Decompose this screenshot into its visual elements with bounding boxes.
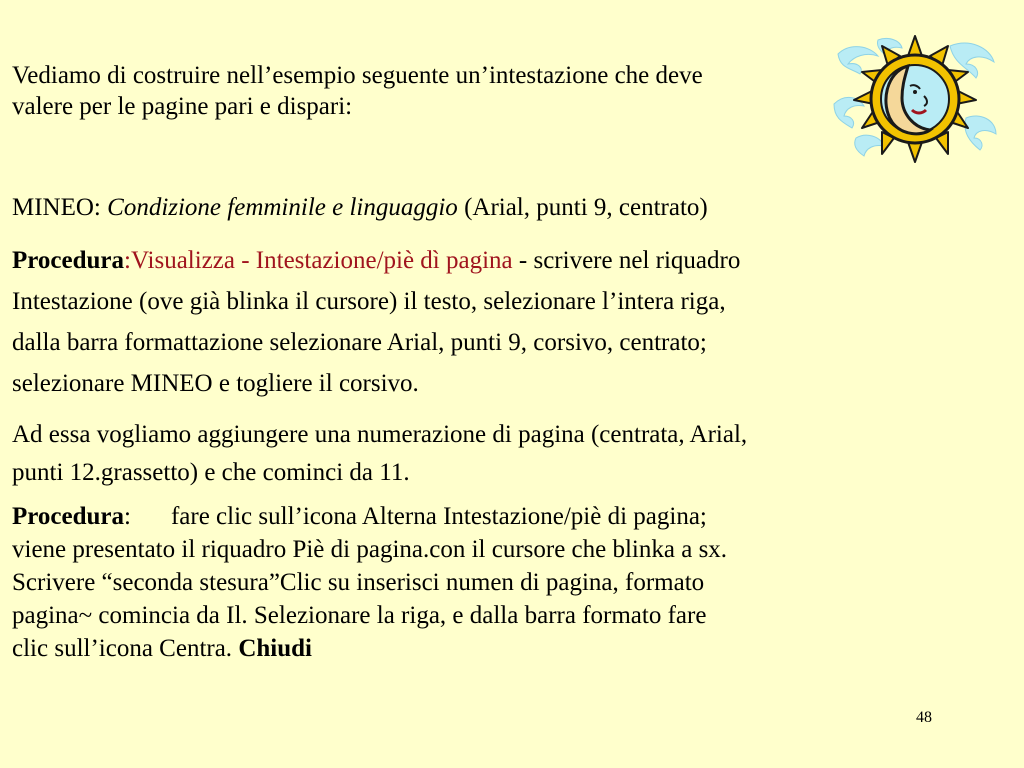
header-example-suffix: (Arial, punti 9, centrato) <box>457 194 708 221</box>
procedure-line-4: selezionare MINEO e togliere il corsivo. <box>12 370 419 397</box>
header-example-title: Condizione femminile e linguaggio <box>107 194 458 221</box>
procedure-label: Procedura <box>12 247 125 274</box>
procedure2-line-2: viene presentato il riquadro Piè di pagina.con il cursore che blinka a sx. <box>12 536 728 563</box>
header-example-paragraph <box>12 192 708 223</box>
procedure2-text-1: fare clic sull’icona Alterna Intestazione/piè di pagina; <box>170 503 707 530</box>
procedure2-line-4: pagina~ comincia da Il. Selezionare la riga, e dalla barra formato fare <box>12 602 707 629</box>
numbering-paragraph <box>12 416 747 492</box>
intro-paragraph <box>12 60 703 122</box>
procedure2-line-3: Scrivere “seconda stesura”Clic su inserisci numen di pagina, formato <box>12 569 705 596</box>
procedure-colon-2: : <box>124 503 131 530</box>
numbering-line-2: punti 12.grassetto) e che cominci da 11. <box>12 459 410 486</box>
procedure-line-2: Intestazione (ove già blinka il cursore) il testo, selezionare l’intera riga, <box>12 288 726 315</box>
procedure-paragraph-2 <box>12 500 727 665</box>
sun-moon-clipart-icon <box>830 34 1000 164</box>
procedure-label-2: Procedura <box>12 503 125 530</box>
numbering-line-1: Ad essa vogliamo aggiungere una numerazione di pagina (centrata, Arial, <box>12 421 748 448</box>
header-example-prefix: MINEO: <box>12 194 108 221</box>
intro-line-2: valere per le pagine pari e dispari: <box>12 93 353 120</box>
procedure-text-1: - scrivere nel riquadro <box>512 247 741 274</box>
close-command: Chiudi <box>238 635 312 662</box>
intro-line-1: Vediamo di costruire nell’esempio seguente un’intestazione che deve <box>12 62 703 89</box>
procedure-line-3: dalla barra formattazione selezionare Arial, punti 9, corsivo, centrato; <box>12 329 707 356</box>
procedure-colon: : <box>124 247 131 274</box>
procedure-paragraph-1 <box>12 240 740 404</box>
procedure-menu-path: Visualizza - Intestazione/piè dì pagina <box>130 247 513 274</box>
slide-number: 48 <box>916 709 932 726</box>
procedure2-line-5: clic sull’icona Centra. <box>12 635 239 662</box>
